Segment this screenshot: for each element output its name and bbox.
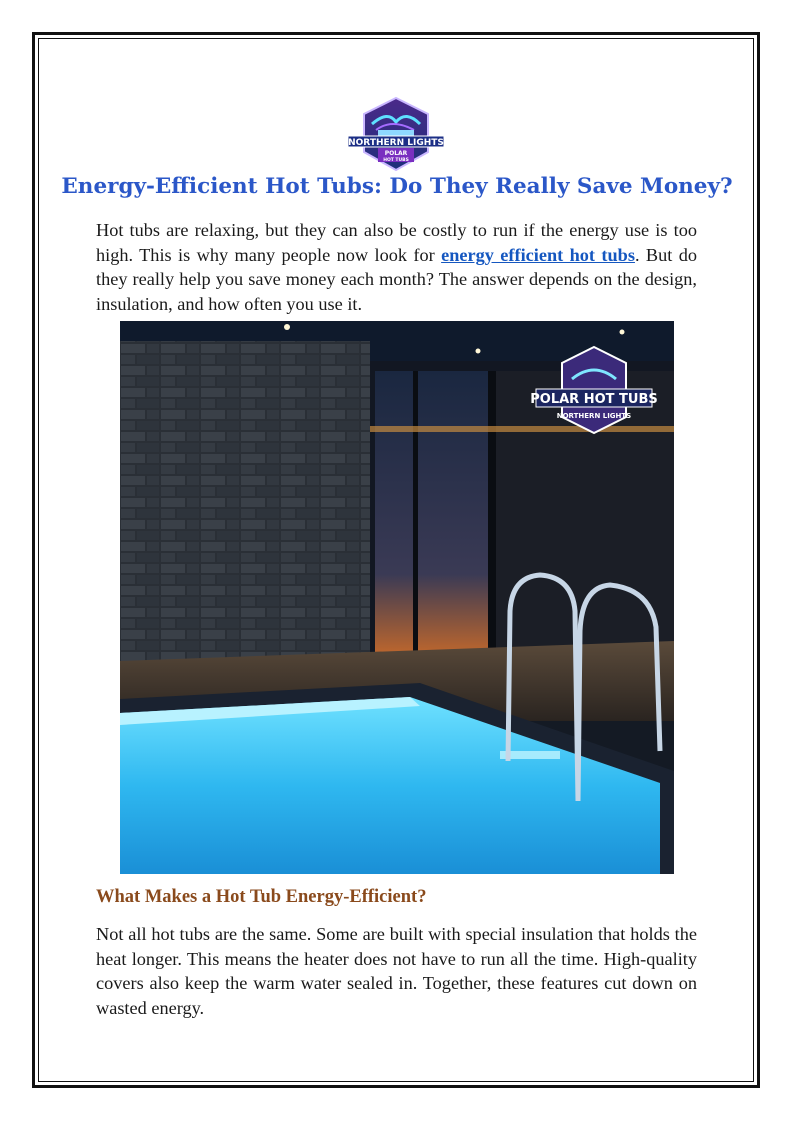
watermark-line1: POLAR HOT TUBS [530, 392, 658, 407]
watermark-line2: NORTHERN LIGHTS [556, 412, 632, 420]
logo-text-northern-lights: NORTHERN LIGHTS [348, 138, 444, 148]
northern-lights-logo [348, 96, 444, 172]
svg-text:HOT TUBS: HOT TUBS [383, 158, 409, 163]
energy-efficient-hot-tubs-link[interactable]: energy efficient hot tubs [441, 244, 635, 265]
svg-text:POLAR: POLAR [384, 150, 408, 157]
intro-paragraph [96, 218, 697, 316]
intro-text-end: . But do they really help you save money each month? The answer depends on the design, insulation, and how often you use it. [96, 244, 698, 314]
section-heading: What Makes a Hot Tub Energy-Efficient? [96, 887, 427, 907]
intro-text-start: Hot tubs are relaxing, but they can also be costly to run if the energy use is too high. This is why many people now look for [96, 220, 697, 265]
section-body-paragraph: Not all hot tubs are the same. Some are built with special insulation that holds the heat longer. This means the heater does not have to run all the time. High-quality covers also keep the warm water sealed in. Together, these features cut down on wasted energy. [96, 924, 697, 1018]
hot-tub-pool-photo [120, 321, 674, 874]
page-title: Energy-Efficient Hot Tubs: Do They Really Save Money? [61, 174, 733, 199]
